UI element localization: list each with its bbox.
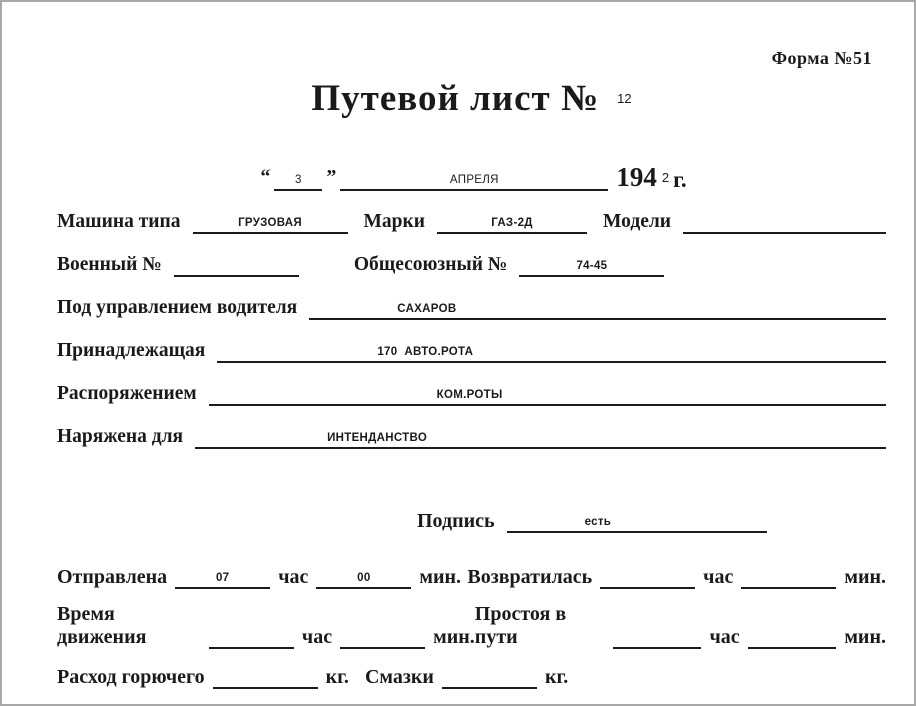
fuel-label: Расход горючего [57, 666, 205, 688]
time-section [57, 563, 886, 689]
assigned-for-label: Наряжена для [57, 426, 184, 447]
date-day-value: 3 [294, 174, 302, 186]
returned-min-field [741, 563, 836, 589]
idle-time-group [475, 603, 886, 649]
kg-label: кг. [544, 666, 569, 688]
page-title: Путевой лист № [311, 78, 600, 119]
travel-time-label: Время движения [57, 603, 147, 648]
assigned-for-field [195, 423, 886, 449]
returned-group [467, 563, 886, 589]
model-label: Модели [603, 211, 672, 232]
departed-hour-field [175, 563, 270, 589]
row-assigned-for [57, 423, 886, 449]
lubricant-label: Смазки [364, 666, 434, 688]
union-no-label: Общесоюзный № [353, 254, 508, 275]
year-printed: 194 [616, 162, 657, 192]
machine-type-label: Машина типа [57, 211, 181, 232]
date-month-value: АПРЕЛЯ [449, 174, 499, 186]
row-fuel-lubricant [57, 663, 886, 689]
brand-field [437, 208, 587, 234]
signature-field [507, 507, 767, 533]
year-suffix: г. [673, 167, 687, 192]
minute-label: мин. [433, 626, 475, 648]
document-number-value: 12 [617, 91, 632, 106]
hour-label: час [703, 566, 734, 588]
travel-time-group [57, 603, 475, 649]
fuel-field [213, 663, 318, 689]
returned-hour-field [600, 563, 695, 589]
row-driver [57, 294, 886, 320]
travel-min-field [340, 623, 425, 649]
brand-label: Марки [363, 211, 425, 232]
travel-hour-field [209, 623, 294, 649]
machine-type-value: ГРУЗОВАЯ [238, 217, 302, 229]
lubricant-field [442, 663, 537, 689]
form-number: Форма №51 [771, 48, 872, 68]
belonging-label: Принадлежащая [57, 340, 206, 361]
hour-label: час [709, 626, 740, 648]
minute-label: мин. [419, 566, 462, 588]
row-machine [57, 208, 886, 234]
returned-label: Возвратилась [467, 566, 593, 588]
minute-label: мин. [844, 626, 886, 648]
departed-min-value: 00 [357, 572, 371, 584]
machine-type-field [193, 208, 348, 234]
departed-hour-value: 07 [215, 572, 230, 584]
row-departed-returned [57, 563, 886, 589]
minute-label: мин. [844, 566, 886, 588]
military-no-field [174, 251, 299, 277]
by-order-field [209, 380, 886, 406]
signature-label: Подпись [417, 510, 495, 532]
hour-label: час [278, 566, 309, 588]
close-quote: ” [326, 166, 337, 188]
belonging-value: 170 АВТО.РОТА [377, 346, 474, 358]
by-order-value: КОМ.РОТЫ [436, 389, 503, 401]
date-month-field [340, 165, 608, 191]
belonging-field [217, 337, 886, 363]
model-field [683, 208, 886, 234]
title-row [57, 77, 886, 120]
row-travel-idle [57, 603, 886, 649]
departed-min-field [316, 563, 411, 589]
driver-value: САХАРОВ [397, 303, 457, 315]
military-no-label: Военный № [57, 254, 162, 275]
date-row [57, 164, 886, 191]
row-numbers [57, 251, 886, 277]
idle-time-label: Простоя в пути [474, 603, 567, 648]
union-no-value: 74-45 [576, 260, 608, 272]
kg-label: кг. [325, 666, 349, 688]
row-belonging [57, 337, 886, 363]
departed-label: Отправлена [57, 566, 168, 588]
signature-value: есть [584, 516, 612, 528]
year-written-value: 2 [661, 170, 670, 185]
row-by-order [57, 380, 886, 406]
union-no-field [519, 251, 664, 277]
driver-label: Под управлением водителя [57, 297, 298, 318]
idle-min-field [748, 623, 837, 649]
hour-label: час [301, 626, 333, 648]
by-order-label: Распоряжением [57, 383, 197, 404]
brand-value: ГАЗ-2Д [491, 217, 533, 229]
departed-group [57, 563, 467, 589]
date-day-field [274, 165, 322, 191]
row-signature [417, 507, 886, 533]
driver-field [309, 294, 886, 320]
assigned-for-value: ИНТЕНДАНСТВО [327, 432, 428, 444]
open-quote: “ [260, 166, 271, 188]
idle-hour-field [613, 623, 702, 649]
